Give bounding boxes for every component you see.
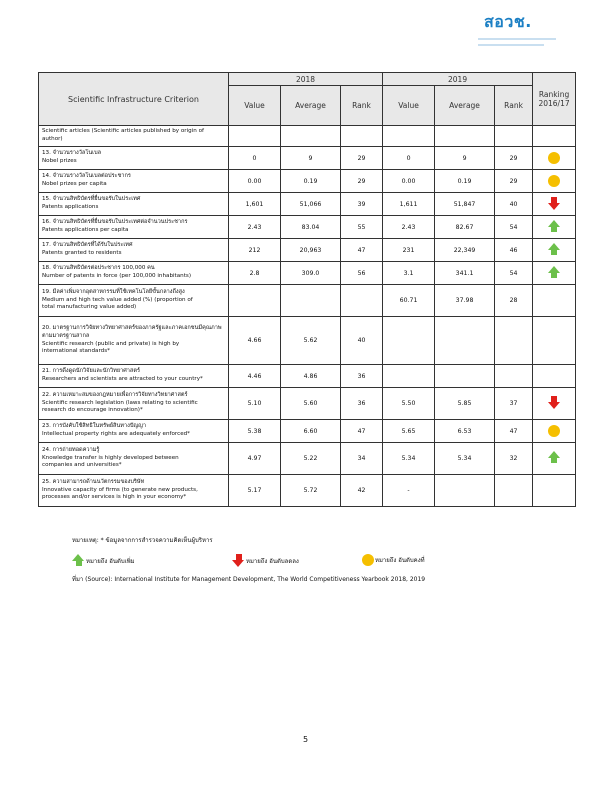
status-cell — [533, 193, 576, 216]
criterion-cell — [39, 170, 229, 193]
criterion-english-label: Patents granted to residents — [42, 250, 122, 256]
table-row — [39, 193, 576, 216]
value-2019-cell — [383, 317, 435, 365]
criterion-cell — [39, 239, 229, 262]
value-2018-cell: 4.97 — [229, 443, 281, 475]
stable-dot-icon — [548, 425, 560, 437]
status-cell — [533, 285, 576, 317]
legend — [72, 552, 492, 570]
criterion-thai-label: 13. จำนวนรางวัลโนเบล — [42, 150, 102, 157]
average-2019-cell: 22,349 — [435, 239, 495, 262]
logo — [470, 8, 566, 54]
value-2019-cell: 2.43 — [383, 216, 435, 239]
criterion-english-label: Scientific research (public and private) is high by — [42, 340, 180, 347]
value-2018-cell: 5.17 — [229, 475, 281, 507]
value-2019-header: Value — [383, 86, 435, 126]
criterion-english-label: Nobel prizes — [42, 158, 77, 164]
criterion-thai-label: 22. ความเหมาะสมของกฎหมายเพื่อการวิจัยทางวิทยาศาสตร์ — [42, 392, 188, 399]
rank-2019-cell: 29 — [495, 147, 533, 170]
criterion-thai-label: 24. การถ่ายทอดความรู้ — [42, 447, 100, 454]
average-2019-cell — [435, 365, 495, 388]
rank-2018-cell: 40 — [341, 317, 383, 365]
arrow-down-icon — [548, 197, 561, 210]
criterion-thai-label: 25. ความสามารถด้านนวัตกรรมของบริษัท — [42, 479, 145, 486]
arrow-up-icon — [548, 451, 561, 464]
value-2019-cell: 60.71 — [383, 285, 435, 317]
criterion-cell — [39, 443, 229, 475]
criterion-thai-label: 14. จำนวนรางวัลโนเบลต่อประชากร — [42, 173, 131, 180]
table-row — [39, 317, 576, 365]
criterion-thai-label: 17. จำนวนสิทธิบัตรที่ได้รับในประเทศ — [42, 242, 133, 249]
criterion-thai-label: 15. จำนวนสิทธิบัตรที่ยื่นขอรับในประเทศ — [42, 196, 141, 203]
rank-2019-cell — [495, 475, 533, 507]
status-cell — [533, 317, 576, 365]
rank-2019-cell: 54 — [495, 216, 533, 239]
rank-2018-cell: 36 — [341, 388, 383, 420]
rank-2018-cell: 47 — [341, 239, 383, 262]
value-2019-cell: - — [383, 475, 435, 507]
criterion-cell — [39, 317, 229, 365]
table-row — [39, 239, 576, 262]
criterion-english-label: Scientific research legislation (laws relating to scientific — [42, 399, 198, 406]
status-cell — [533, 420, 576, 443]
ranking-header: Ranking 2016/17 — [533, 73, 576, 126]
average-2019-cell: 9 — [435, 147, 495, 170]
average-2018-cell: 5.22 — [281, 443, 341, 475]
arrow-up-icon — [72, 554, 85, 567]
average-2019-cell: 37.98 — [435, 285, 495, 317]
logo-subtitle-line — [478, 38, 556, 40]
rank-2019-cell: 54 — [495, 262, 533, 285]
rank-2018-cell: 55 — [341, 216, 383, 239]
rank-2019-cell: 29 — [495, 170, 533, 193]
scientific-infrastructure-table — [38, 72, 576, 507]
value-2019-cell — [383, 365, 435, 388]
average-2018-cell: 4.86 — [281, 365, 341, 388]
criterion-english-label: Knowledge transfer is highly developed between — [42, 454, 179, 461]
rank-2019-cell: 37 — [495, 388, 533, 420]
legend-item-decrease — [232, 554, 299, 567]
value-2019-cell: 5.34 — [383, 443, 435, 475]
stable-dot-icon — [362, 554, 374, 566]
average-2018-cell: 5.60 — [281, 388, 341, 420]
year-2019-header: 2019 — [383, 73, 533, 86]
rank-2018-cell: 56 — [341, 262, 383, 285]
value-2018-cell — [229, 285, 281, 317]
status-cell — [533, 443, 576, 475]
average-2018-cell — [281, 285, 341, 317]
table-row — [39, 443, 576, 475]
rank-2018-cell: 36 — [341, 365, 383, 388]
criterion-cell — [39, 216, 229, 239]
value-2019-cell — [383, 126, 435, 147]
criterion-thai-label: 21. การดึงดูดนักวิจัยและนักวิทยาศาสตร์ — [42, 368, 140, 375]
criterion-english-label: Patents applications per capita — [42, 227, 129, 233]
criterion-cell — [39, 365, 229, 388]
status-cell — [533, 170, 576, 193]
value-2018-cell: 4.66 — [229, 317, 281, 365]
status-cell — [533, 216, 576, 239]
rank-2018-cell: 29 — [341, 170, 383, 193]
status-cell — [533, 365, 576, 388]
legend-increase-label: หมายถึง อันดับเพิ่ม — [86, 557, 135, 565]
criterion-english-label: Researchers and scientists are attracted to your country* — [42, 376, 203, 382]
average-2018-cell: 5.72 — [281, 475, 341, 507]
average-2018-cell: 5.62 — [281, 317, 341, 365]
stable-dot-icon — [548, 152, 560, 164]
table-row — [39, 365, 576, 388]
average-2018-cell: 83.04 — [281, 216, 341, 239]
rank-2019-header: Rank — [495, 86, 533, 126]
average-2018-cell — [281, 126, 341, 147]
rank-2019-cell: 47 — [495, 420, 533, 443]
table-row — [39, 126, 576, 147]
arrow-down-icon — [232, 554, 245, 567]
status-cell — [533, 388, 576, 420]
stable-dot-icon — [548, 175, 560, 187]
value-2018-cell: 2.8 — [229, 262, 281, 285]
value-2018-cell: 2.43 — [229, 216, 281, 239]
table-row — [39, 147, 576, 170]
logo-text: สอวช. — [484, 12, 532, 31]
rank-2019-cell: 40 — [495, 193, 533, 216]
criterion-thai-label: 19. มีลค่าเพิ่มจากอุตสาหกรรมที่ใช้เทคโนโลยีขั้นกลางถึงสูง — [42, 289, 185, 296]
criterion-english-label-cont: companies and universities* — [42, 462, 122, 469]
arrow-down-icon — [548, 396, 561, 409]
arrow-up-icon — [548, 243, 561, 256]
rank-2019-cell — [495, 317, 533, 365]
status-cell — [533, 239, 576, 262]
status-cell — [533, 126, 576, 147]
average-2019-cell — [435, 126, 495, 147]
table-row — [39, 388, 576, 420]
average-2018-cell: 20,963 — [281, 239, 341, 262]
status-cell — [533, 475, 576, 507]
criterion-english-label-cont: research do encourage innovation)* — [42, 407, 143, 414]
criterion-cell — [39, 420, 229, 443]
criterion-cell — [39, 388, 229, 420]
criterion-thai-label: 20. มาตรฐานการวิจัยทางวิทยาศาสตร์ของภาครัฐและภาคเอกชนมีคุณภาพตามมาตรฐานสากล — [42, 325, 222, 339]
average-2019-cell — [435, 475, 495, 507]
average-2018-header: Average — [281, 86, 341, 126]
criterion-english-label-cont: international standards* — [42, 348, 110, 355]
criterion-label: Scientific articles (Scientific articles published by origin of author) — [42, 128, 204, 142]
table-row — [39, 170, 576, 193]
criterion-cell — [39, 285, 229, 317]
table-row — [39, 420, 576, 443]
value-2018-cell — [229, 126, 281, 147]
rank-2019-cell — [495, 365, 533, 388]
rank-2018-cell: 47 — [341, 420, 383, 443]
criterion-thai-label: 18. จำนวนสิทธิบัตรต่อประชากร 100,000 คน — [42, 265, 155, 272]
value-2018-cell: 0 — [229, 147, 281, 170]
legend-decrease-label: หมายถึง อันดับลดลง — [246, 557, 299, 565]
value-2019-cell: 5.65 — [383, 420, 435, 443]
average-2019-cell: 5.85 — [435, 388, 495, 420]
value-2019-cell: 0.00 — [383, 170, 435, 193]
rank-2019-cell: 28 — [495, 285, 533, 317]
logo-subtitle-line — [478, 44, 544, 46]
average-2019-cell: 0.19 — [435, 170, 495, 193]
criterion-english-label: Intellectual property rights are adequately enforced* — [42, 431, 190, 437]
legend-item-stable — [362, 554, 425, 566]
average-2019-cell: 6.53 — [435, 420, 495, 443]
arrow-up-icon — [548, 220, 561, 233]
average-2018-cell: 9 — [281, 147, 341, 170]
value-2019-cell: 0 — [383, 147, 435, 170]
criterion-cell — [39, 126, 229, 147]
criterion-header: Scientific Infrastructure Criterion — [39, 73, 229, 126]
average-2019-cell: 82.67 — [435, 216, 495, 239]
table-row — [39, 262, 576, 285]
average-2019-cell: 341.1 — [435, 262, 495, 285]
average-2018-cell: 309.0 — [281, 262, 341, 285]
value-2018-cell: 4.46 — [229, 365, 281, 388]
criterion-cell — [39, 475, 229, 507]
value-2018-header: Value — [229, 86, 281, 126]
average-2019-header: Average — [435, 86, 495, 126]
rank-2019-cell: 46 — [495, 239, 533, 262]
value-2018-cell: 1,601 — [229, 193, 281, 216]
rank-2018-cell: 29 — [341, 147, 383, 170]
status-cell — [533, 147, 576, 170]
status-cell — [533, 262, 576, 285]
page-number: 5 — [303, 735, 309, 744]
criterion-cell — [39, 262, 229, 285]
legend-stable-label: หมายถึง อันดับคงที่ — [375, 557, 425, 564]
rank-2018-cell — [341, 126, 383, 147]
table-row — [39, 285, 576, 317]
value-2019-cell: 3.1 — [383, 262, 435, 285]
rank-2018-cell: 34 — [341, 443, 383, 475]
criterion-english-label-cont: processes and/or services is high in your economy* — [42, 494, 187, 501]
criterion-english-label: Nobel prizes per capita — [42, 181, 107, 187]
criterion-thai-label: 16. จำนวนสิทธิบัตรที่ยื่นขอรับในประเทศต่อจำนวนประชากร — [42, 219, 188, 226]
average-2018-cell: 0.19 — [281, 170, 341, 193]
table-row — [39, 216, 576, 239]
legend-item-increase — [72, 554, 135, 567]
value-2019-cell: 5.50 — [383, 388, 435, 420]
criterion-english-label: Medium and high tech value added (%) (proportion of — [42, 296, 193, 303]
criterion-english-label: Number of patents in force (per 100,000 inhabitants) — [42, 273, 191, 279]
rank-2018-cell — [341, 285, 383, 317]
criterion-cell — [39, 193, 229, 216]
value-2018-cell: 5.38 — [229, 420, 281, 443]
rank-2019-cell — [495, 126, 533, 147]
rank-2019-cell: 32 — [495, 443, 533, 475]
criterion-english-label: Patents applications — [42, 204, 99, 210]
value-2019-cell: 1,611 — [383, 193, 435, 216]
rank-2018-cell: 39 — [341, 193, 383, 216]
table-row — [39, 475, 576, 507]
rank-2018-header: Rank — [341, 86, 383, 126]
rank-2018-cell: 42 — [341, 475, 383, 507]
value-2018-cell: 5.10 — [229, 388, 281, 420]
criterion-english-label: Innovative capacity of firms (to generate new products, — [42, 486, 198, 493]
average-2018-cell: 51,066 — [281, 193, 341, 216]
value-2019-cell: 231 — [383, 239, 435, 262]
year-2018-header: 2018 — [229, 73, 383, 86]
criterion-english-label-cont: total manufacturing value added) — [42, 304, 137, 311]
average-2018-cell: 6.60 — [281, 420, 341, 443]
average-2019-cell — [435, 317, 495, 365]
criterion-thai-label: 23. การบังคับใช้สิทธิในทรัพย์สินทางปัญญา — [42, 423, 147, 430]
value-2018-cell: 212 — [229, 239, 281, 262]
criterion-cell — [39, 147, 229, 170]
source-citation: ที่มา (Source): International Institute for Management Development, The World Competitiveness Yearbook 2018, 2019 — [72, 576, 426, 583]
arrow-up-icon — [548, 266, 561, 279]
average-2019-cell: 51,847 — [435, 193, 495, 216]
average-2019-cell: 5.34 — [435, 443, 495, 475]
value-2018-cell: 0.00 — [229, 170, 281, 193]
table-footnote: หมายเหตุ: * ข้อมูลจากการสำรวจความคิดเห็นผู้บริหาร — [72, 537, 213, 544]
